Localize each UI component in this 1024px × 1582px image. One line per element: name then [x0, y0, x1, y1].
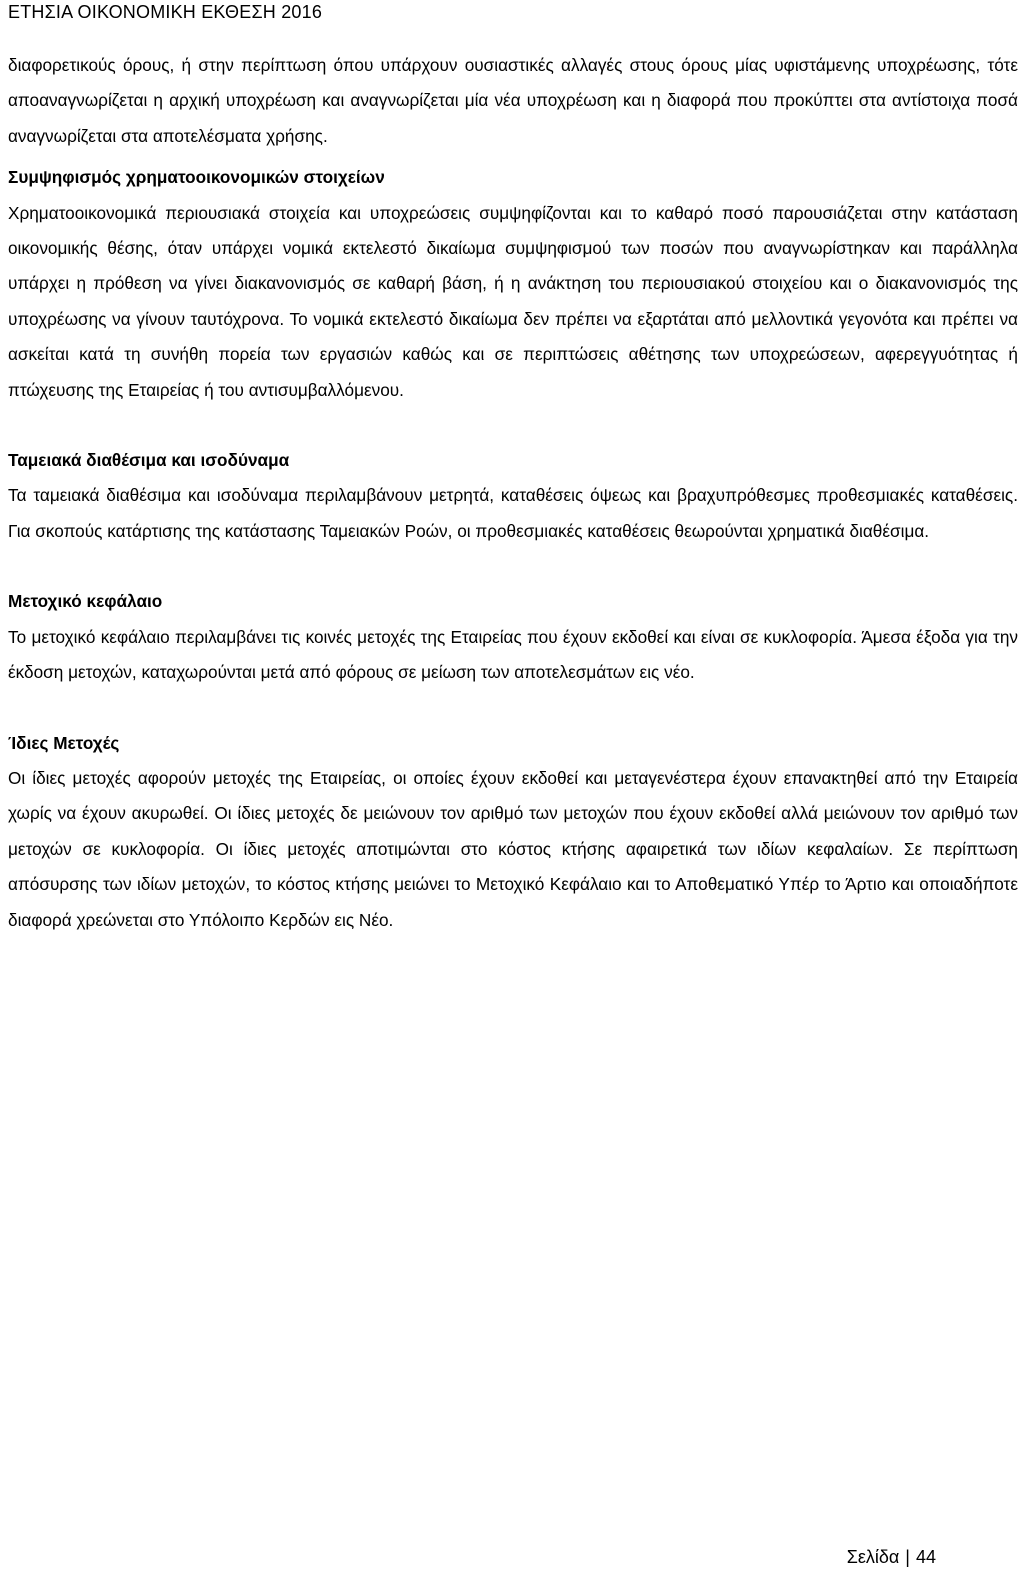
offsetting-paragraph: Χρηματοοικονομικά περιουσιακά στοιχεία και υποχρεώσεις συμψηφίζονται και το καθαρό ποσό παρουσιάζεται στην κατάσταση οικονομικής θέσης, όταν υπάρχει νομικά εκτελεστό δικαίωμα συμψηφισμού των ποσών που αναγνωρίστηκαν και παράλληλα υπάρχει η πρόθεση να γίνει διακανονισμός σε καθαρή βάση, ή η ανάκτηση του περιουσιακού στοιχείου και ο διακανονισμός της υποχρέωσης να γίνουν ταυτόχρονα. Το νομικά εκτελεστό δικαίωμα δεν πρέπει να εξαρτάται από μελλοντικά γεγονότα και πρέπει να ασκείται κατά τη συνήθη πορεία των εργασιών καθώς και σε περιπτώσεις αθέτησης των υποχρεώσεων, αφερεγγυότητας ή πτώχευσης της Εταιρείας ή του αντισυμβαλλόμενου.	[8, 202, 1018, 400]
treasury-shares-paragraph: Οι ίδιες μετοχές αφορούν μετοχές της Εταιρείας, οι οποίες έχουν εκδοθεί και μεταγενέστερα έχουν επανακτηθεί από την Εταιρεία χωρίς να έχουν ακυρωθεί. Οι ίδιες μετοχές δε μειώνουν τον αριθμό των μετοχών που έχουν εκδοθεί αλλά μειώνουν τον αριθμό των μετοχών σε κυκλοφορία. Οι ίδιες μετοχές αποτιμώνται στο κόστος κτήσης αφαιρετικά των ιδίων κεφαλαίων. Σε περίπτωση απόσυρσης των ιδίων μετοχών, το κόστος κτήσης μειώνει το Μετοχικό Κεφάλαιο και το Αποθεματικό Υπέρ το Άρτιο και οποιαδήποτε διαφορά χρεώνεται στο Υπόλοιπο Κερδών εις Νέο.	[8, 767, 1018, 930]
page-footer	[847, 1545, 936, 1569]
cash-heading: Ταμειακά διαθέσιμα και ισοδύναμα	[8, 450, 290, 471]
share-capital-heading: Μετοχικό κεφάλαιο	[8, 591, 163, 612]
page-number: 44	[915, 1547, 936, 1567]
page-separator: |	[905, 1547, 910, 1567]
cash-paragraph: Τα ταμειακά διαθέσιμα και ισοδύναμα περιλαμβάνουν μετρητά, καταθέσεις όψεως και βραχυπρόθεσμες προθεσμιακές καταθέσεις. Για σκοπούς κατάρτισης της κατάστασης Ταμειακών Ροών, οι προθεσμιακές καταθέσεις θεωρούνται χρηματικά διαθέσιμα.	[8, 485, 1018, 541]
share-capital-paragraph: Το μετοχικό κεφάλαιο περιλαμβάνει τις κοινές μετοχές της Εταιρείας που έχουν εκδοθεί και είναι σε κυκλοφορία. Άμεσα έξοδα για την έκδοση μετοχών, καταχωρούνται μετά από φόρους σε μείωση των αποτελεσμάτων εις νέο.	[8, 626, 1018, 683]
offsetting-heading: Συμψηφισμός χρηματοοικονομικών στοιχείων	[8, 167, 385, 188]
treasury-shares-heading: Ίδιες Μετοχές	[8, 732, 120, 753]
page-header: ΕΤΗΣΙΑ ΟΙΚΟΝΟΜΙΚΗ ΕΚΘΕΣΗ 2016	[8, 2, 323, 22]
intro-paragraph: διαφορετικούς όρους, ή στην περίπτωση όπου υπάρχουν ουσιαστικές αλλαγές στους όρους μίας υφιστάμενης υποχρέωσης, τότε αποαναγνωρίζεται η αρχική υποχρέωση και αναγνωρίζεται μία νέα υποχρέωση και η διαφορά που προκύπτει στα αντίστοιχα ποσά αναγνωρίζεται στα αποτελέσματα χρήσης.	[8, 55, 1018, 146]
document-body	[8, 48, 1018, 938]
page-label: Σελίδα	[846, 1547, 900, 1567]
